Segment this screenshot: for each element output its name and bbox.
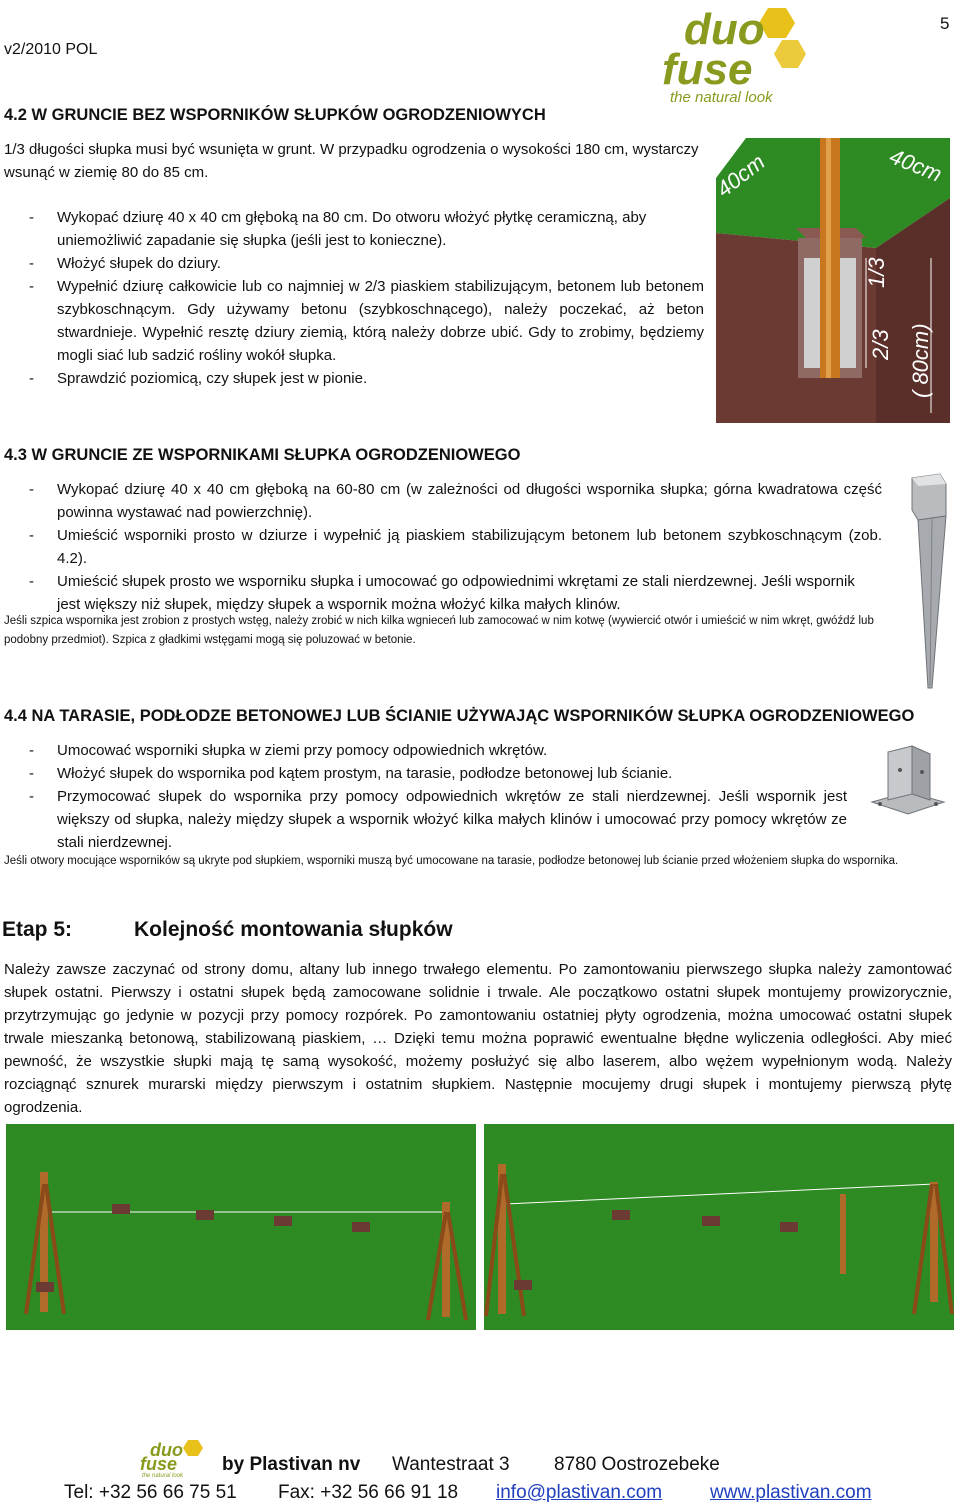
assembly-illustration-first-last-post xyxy=(6,1124,476,1330)
stage-label: Etap 5: xyxy=(2,918,73,941)
list-item: - Przymocować słupek do wspornika przy pomocy odpowiednich wkrętów ze stali nierdzewnej. Jeśli wspornik jest większy od słupka, należy między słupek a wspornik włożyć kilka małych klinów i umocować przy pomocy wkrętów ze stali nierdzewnej. xyxy=(29,788,847,851)
diagram-label-two-thirds: 2/3 xyxy=(868,329,893,360)
list-item: - Sprawdzić poziomicą, czy słupek jest w pionie. xyxy=(29,370,368,387)
section-4-3-list xyxy=(4,478,882,616)
list-item: - Włożyć słupek do dziury. xyxy=(29,255,221,272)
list-item: - Umocować wsporniki słupka w ziemi przy pomocy odpowiednich wkrętów. xyxy=(29,742,548,759)
section-4-4-title: 4.4 NA TARASIE, PODŁODZE BETONOWEJ LUB ŚCIANIE UŻYWAJĄC WSPORNIKÓW SŁUPKA OGRODZENIOWEGO xyxy=(4,707,915,725)
section-4-3-note: Jeśli szpica wspornika jest zrobion z prostych wstęg, należy zrobić w nich kilka wgnieceń lub zamocować w nim kotwę (wywiercić otwór i umieścić w nim wkręt, gwóźdź lub podobny przedmiot). Szpica z gładkimi wstęgami mogą się poluzować w betonie. xyxy=(4,615,874,646)
footer-street: Wantestraat 3 xyxy=(392,1454,510,1475)
diagram-label-depth-width: 40cm xyxy=(886,143,946,187)
stage-title: Kolejność montowania słupków xyxy=(134,918,453,941)
footer-fax: Fax: +32 56 66 91 18 xyxy=(278,1482,459,1503)
list-item: - Włożyć słupek do wspornika pod kątem prostym, na tarasie, podłodze betonowej lub ścianie. xyxy=(29,765,673,782)
assembly-illustration-string-line xyxy=(484,1124,954,1330)
list-item: - Wypełnić dziurę całkowicie lub co najmniej w 2/3 piaskiem stabilizującym, betonem lub betonem szybkoschnącym. Gdy używamy betonu (szybkoschnącego), należy poczekać, aż beton stwardnieje. Wypełnić resztę dziury ziemią, którą należy dobrze ubić. Gdy to zrobimy, będziemy mogli siać lub sadzić rośliny wokół słupka. xyxy=(29,278,704,364)
svg-text:the natural look: the natural look xyxy=(670,89,773,104)
section-4-2-title: 4.2 W GRUNCIE BEZ WSPORNIKÓW SŁUPKÓW OGRODZENIOWYCH xyxy=(4,106,546,124)
footer-website-link[interactable]: www.plastivan.com xyxy=(710,1482,872,1503)
svg-text:fuse: fuse xyxy=(662,45,753,94)
diagram-label-width: 40cm xyxy=(716,149,770,202)
list-item: - Wykopać dziurę 40 x 40 cm głęboką na 60-80 cm (w zależności od długości wspornika słupka; górna kwadratowa część powinna wystawać nad powierzchnię). xyxy=(29,481,882,521)
svg-text:duo: duo xyxy=(150,1440,183,1460)
section-4-2-intro: 1/3 długości słupka musi być wsunięta w grunt. W przypadku ogrodzenia o wysokości 180 cm, wystarczy wsunąć w ziemię 80 do 85 cm. xyxy=(4,141,699,181)
footer-duofuse-logo xyxy=(136,1438,216,1478)
page-number: 5 xyxy=(940,14,950,33)
footer-company: by Plastivan nv xyxy=(222,1454,361,1475)
svg-text:fuse: fuse xyxy=(140,1454,178,1474)
diagram-label-third: 1/3 xyxy=(864,257,889,288)
list-item: - Umieścić wsporniki prosto w dziurze i wypełnić ją piaskiem stabilizującym betonem lub betonem szybkoschnącym (zob. 4.2). xyxy=(29,527,882,567)
svg-text:duo: duo xyxy=(684,5,765,54)
section-4-4-list xyxy=(4,739,847,854)
spike-bracket-image xyxy=(908,472,948,690)
section-4-4-note: Jeśli otwory mocujące wsporników są ukryte pod słupkiem, wsporniki muszą być umocowane na tarasie, podłodze betonowej lub ścianie przed włożeniem słupka do wspornika. xyxy=(4,855,899,867)
section-4-2-list xyxy=(4,206,704,390)
list-item: - Wykopać dziurę 40 x 40 cm głęboką na 80 cm. Do otworu włożyć płytkę ceramiczną, aby uniemożliwić zapadanie się słupka (jeśli jest to konieczne). xyxy=(29,209,647,249)
footer-phone: Tel: +32 56 66 75 51 xyxy=(64,1482,237,1503)
list-item: - Umieścić słupek prosto we wsporniku słupka i umocować go odpowiednimi wkrętami ze stali nierdzewnej. Jeśli wspornik jest większy niż słupek, między słupek a wspornik można włożyć kilka małych klinów. xyxy=(29,573,855,613)
section-4-3-title: 4.3 W GRUNCIE ZE WSPORNIKAMI SŁUPKA OGRODZENIOWEGO xyxy=(4,446,521,464)
document-version: v2/2010 POL xyxy=(4,41,98,58)
surface-bracket-image xyxy=(868,742,948,824)
svg-text:the natural look: the natural look xyxy=(142,1473,184,1478)
diagram-label-depth: ( 80cm) xyxy=(908,323,933,398)
stage-body: Należy zawsze zaczynać od strony domu, altany lub innego trwałego elementu. Po zamontowaniu pierwszego słupka należy zamontować słupek ostatni. Pierwszy i ostatni słupek będą zamocowane solidnie i trwale. Ale początkowo ostatni słupek montujemy prowizorycznie, przytrzymując go jedynie w pozycji przy pomocy rozpórek. Po zamontowaniu ostatniej płyty ogrodzenia, można umocować ostatni słupek trwale mieszanką betonową, stabilizowaną piaskiem, … Dzięki temu można poprawić ewentualne błędne wyliczenia odległości. Aby mieć pewność, że wszystkie słupki mają tę samą wysokość, możemy posłużyć się albo laserem, albo wężem wypełnionym wodą. Należy rozciągnąć sznurek murarski między pierwszym i ostatnim słupkiem. Następnie mocujemy drugi słupek i montujemy pierwszą płytę ogrodzenia. xyxy=(4,961,952,1116)
post-depth-diagram xyxy=(716,138,950,423)
footer-email-link[interactable]: info@plastivan.com xyxy=(496,1482,663,1503)
duofuse-logo xyxy=(648,4,810,104)
footer-city: 8780 Oostrozebeke xyxy=(554,1454,720,1475)
